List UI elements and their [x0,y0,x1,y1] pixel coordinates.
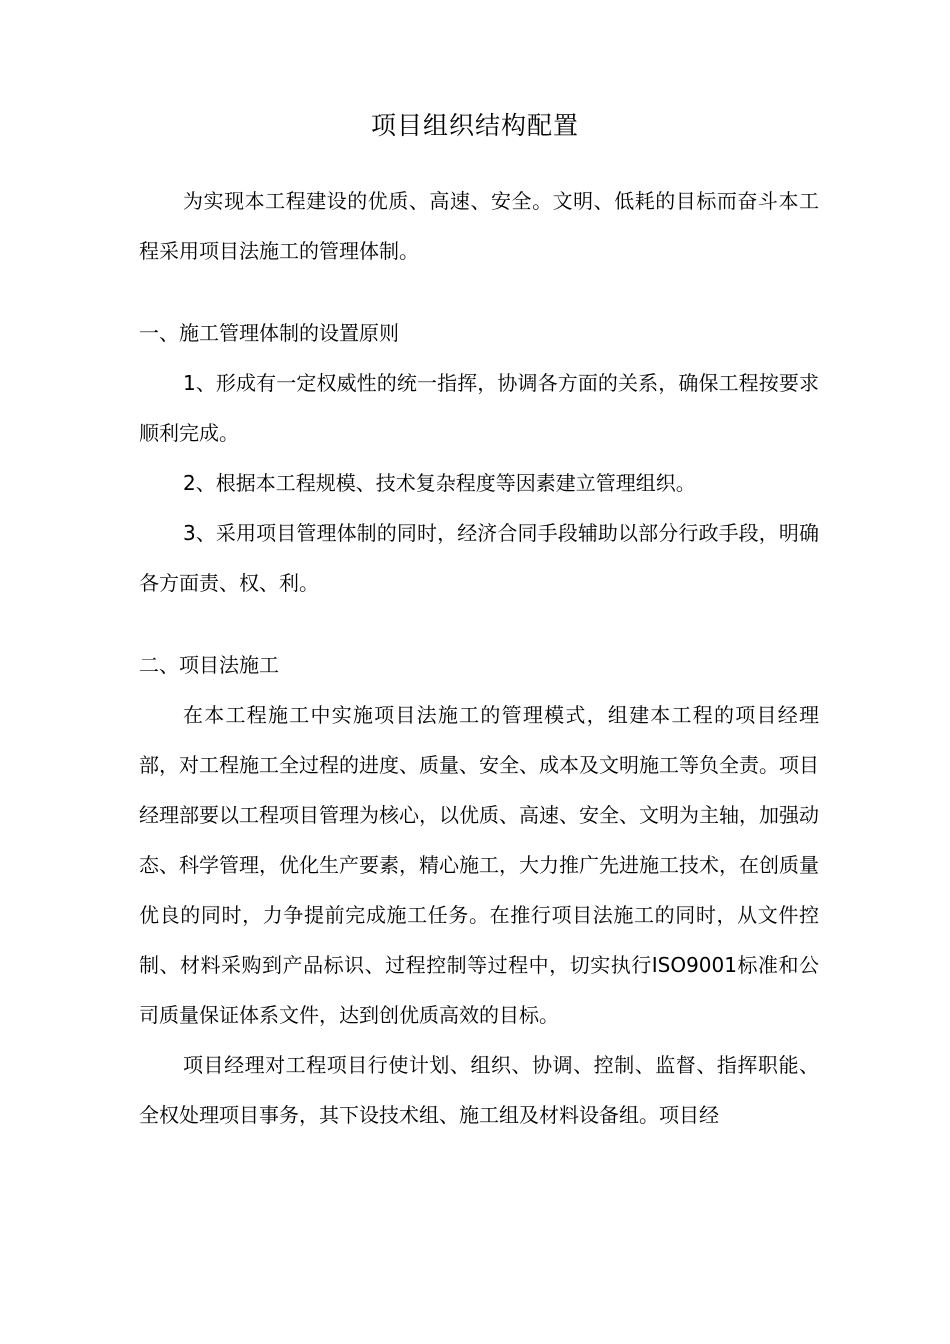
body-paragraph: 在本工程施工中实施项目法施工的管理模式，组建本工程的项目经理部，对工程施工全过程的进度、质量、安全、成本及文明施工等负全责。项目经理部要以工程项目管理为核心，以优质、高速、安全、文明为主轴，加强动态、科学管理，优化生产要素，精心施工，大力推广先进施工技术，在创质量优良的同时，力争提前完成施工任务。在推行项目法施工的同时，从文件控制、材料采购到产品标识、过程控制等过程中，切实执行ISO9001标准和公司质量保证体系文件，达到创优质高效的目标。 [139,703,819,1027]
list-item: 3、采用项目管理体制的同时，经济合同手段辅助以部分行政手段，明确各方面责、权、利。 [139,521,819,595]
intro-block [139,176,819,276]
list-item: 1、形成有一定权威性的统一指挥，协调各方面的关系，确保工程按要求顺利完成。 [139,371,819,445]
section-heading-principles: 一、施工管理体制的设置原则 [139,321,399,345]
section-project-method [139,640,819,1140]
section-principles [139,308,819,608]
body-paragraph: 项目经理对工程项目行使计划、组织、协调、控制、监督、指挥职能、全权处理项目事务，其下设技术组、施工组及材料设备组。项目经 [139,1053,819,1127]
intro-paragraph: 为实现本工程建设的优质、高速、安全。文明、低耗的目标而奋斗本工程采用项目法施工的管理体制。 [139,189,819,263]
list-item: 2、根据本工程规模、技术复杂程度等因素建立管理组织。 [183,471,696,495]
page-title: 项目组织结构配置 [370,111,579,140]
section-heading-project-method: 二、项目法施工 [139,653,279,677]
